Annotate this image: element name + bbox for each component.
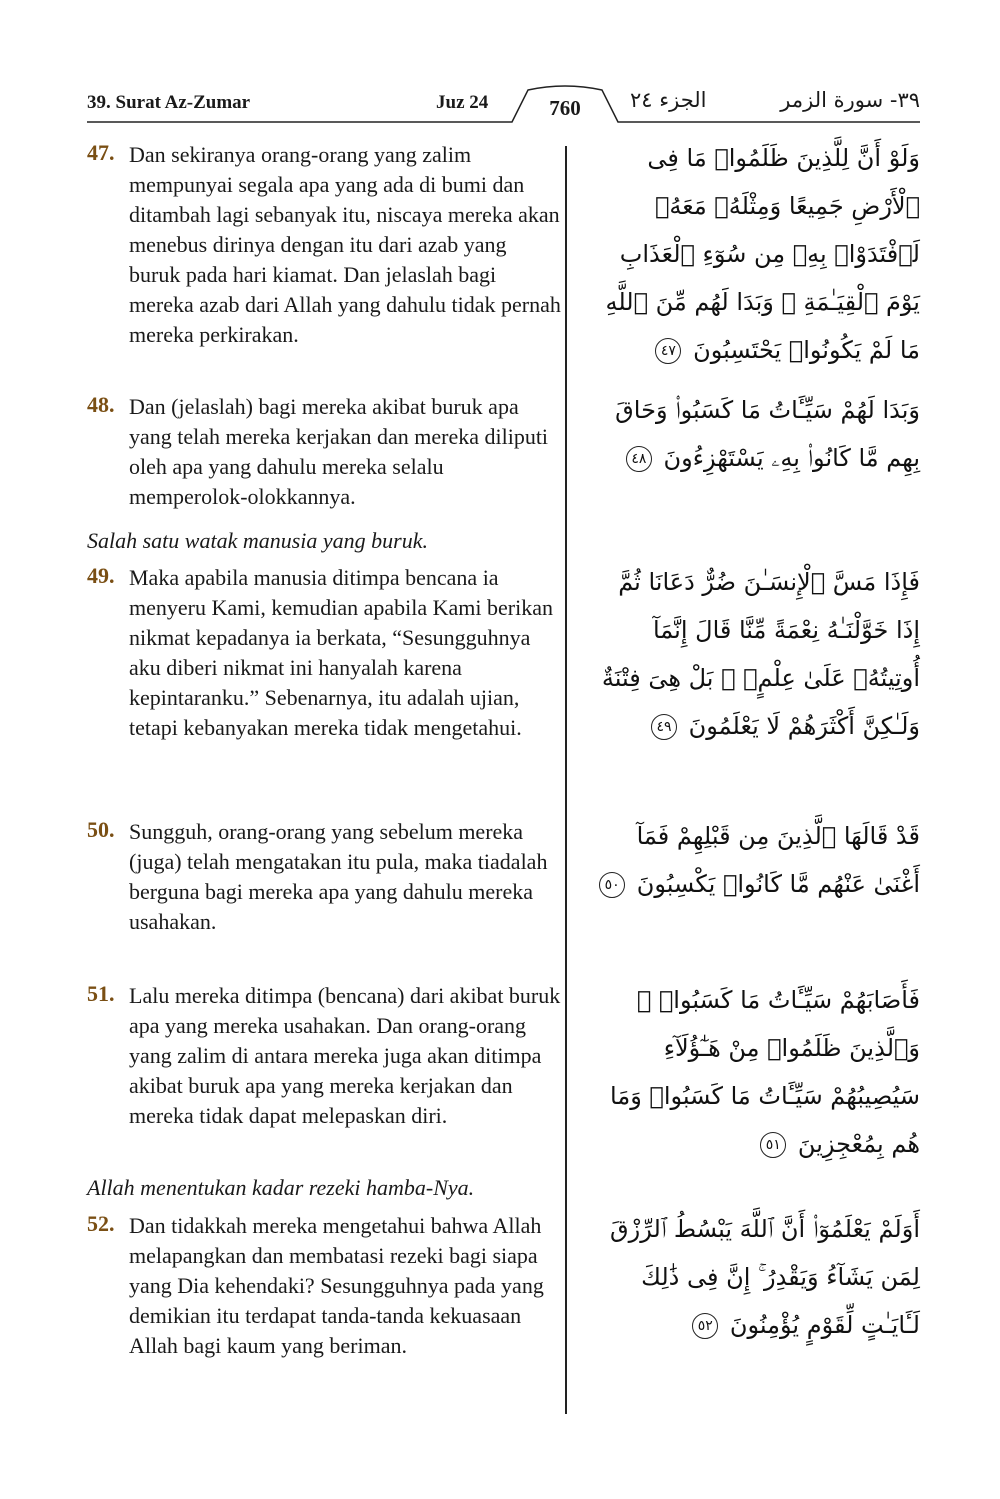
page-number: 760 [549,96,581,120]
ayah-end-marker: ٥١ [760,1132,786,1158]
verse-text: Dan tidakkah mereka mengetahui bahwa Allah melapangkan dan membatasi rezeki bagi siapa yang Dia kehendaki? Sesungguhnya pada yang demikian itu terdapat tanda-tanda kekuasaan Allah bagi kaum yang beriman. [129,1213,544,1358]
page-header [0,0,1000,130]
arabic-text: فَإِذَا مَسَّ ٱلْإِنسَـٰنَ ضُرٌّ دَعَانَا ثُمَّ إِذَا خَوَّلْنَـٰهُ نِعْمَةً مِّنَّا قَالَ إِنَّمَآ أُوتِيتُهُۥ عَلَىٰ عِلْمٍۭ ۚ بَلْ هِىَ فِتْنَةٌ وَلَـٰكِنَّ أَكْثَرَهُمْ لَا يَعْلَمُونَ [601,568,920,740]
section-heading: Allah menentukan kadar rezeki hamba-Nya. [87,1175,475,1200]
juz-label: Juz 24 [436,92,489,113]
arabic-text: أَوَلَمْ يَعْلَمُوٓا۟ أَنَّ ٱللَّهَ يَبْسُطُ ٱلرِّزْقَ لِمَن يَشَآءُ وَيَقْدِرُ ۚ إِنَّ فِى ذَٰلِكَ لَـَٔايَـٰتٍ لِّقَوْمٍ يُؤْمِنُونَ [610,1215,920,1339]
verse-number: 50. [87,817,115,842]
verse-number: 49. [87,563,115,588]
ayah-end-marker: ٥٠ [599,872,625,898]
verse-text: Sungguh, orang-orang yang sebelum mereka (juga) telah mengatakan itu pula, maka tiadalah berguna bagi mereka apa yang dahulu mereka usahakan. [129,819,548,934]
arabic-text: قَدْ قَالَهَا ٱلَّذِينَ مِن قَبْلِهِمْ فَمَآ أَغْنَىٰ عَنْهُم مَّا كَانُوا۟ يَكْسِبُونَ [636,822,920,898]
verse-arabic [590,558,920,750]
verse-translation [87,140,562,350]
verse-translation [87,981,562,1131]
arabic-text: فَأَصَابَهُمْ سَيِّـَٔاتُ مَا كَسَبُوا۟ ۚ وَٱلَّذِينَ ظَلَمُوا۟ مِنْ هَـٰٓؤُلَآءِ سَيُصِيبُهُمْ سَيِّـَٔاتُ مَا كَسَبُوا۟ وَمَا هُم بِمُعْجِزِينَ [610,986,920,1158]
verse-translation [87,1211,562,1361]
verse-text: Lalu mereka ditimpa (bencana) dari akibat buruk apa yang mereka usahakan. Dan orang-orang yang zalim di antara mereka juga akan ditimpa akibat buruk apa yang mereka kerjakan dan mereka tidak dapat melepaskan diri. [129,983,561,1128]
verse-number: 48. [87,392,115,417]
arabic-text: وَلَوْ أَنَّ لِلَّذِينَ ظَلَمُوا۟ مَا فِى ٱلْأَرْضِ جَمِيعًا وَمِثْلَهُۥ مَعَهُۥ لَٱفْتَدَوْا۟ بِهِۦ مِن سُوٓءِ ٱلْعَذَابِ يَوْمَ ٱلْقِيَـٰمَةِ ۚ وَبَدَا لَهُم مِّنَ ٱللَّهِ مَا لَمْ يَكُونُوا۟ يَحْتَسِبُونَ [605,144,920,364]
verse-translation [87,817,562,937]
column-divider [565,146,567,1414]
verse-arabic [590,812,920,908]
arabic-text: وَبَدَا لَهُمْ سَيِّـَٔاتُ مَا كَسَبُوا۟ وَحَاقَ بِهِم مَّا كَانُوا۟ بِهِۦ يَسْتَهْزِءُونَ [615,396,920,472]
ayah-end-marker: ٤٨ [626,446,652,472]
verse-number: 47. [87,140,115,165]
verse-number: 52. [87,1211,115,1236]
juz-label-arabic: الجزء ٢٤ [630,88,707,112]
verse-arabic [590,976,920,1168]
verse-translation [87,563,562,743]
verse-arabic [590,134,920,374]
ayah-end-marker: ٤٩ [651,714,677,740]
surah-title-arabic: ٣٩- سورة الزمر [780,88,920,112]
ayah-end-marker: ٥٢ [692,1313,718,1339]
verse-arabic [590,1205,920,1349]
surah-title: 39. Surat Az-Zumar [87,92,251,113]
verse-text: Dan sekiranya orang-orang yang zalim mempunyai segala apa yang ada di bumi dan ditambah lagi sebanyak itu, niscaya mereka akan menebus dirinya dengan itu dari azab yang buruk pada hari kiamat. Dan jelaslah bagi mereka azab dari Allah yang dahulu tidak pernah mereka perkirakan. [129,142,561,347]
section-heading: Salah satu watak manusia yang buruk. [87,528,428,553]
verse-arabic [590,386,920,482]
verse-text: Maka apabila manusia ditimpa bencana ia menyeru Kami, kemudian apabila Kami berikan nikmat kepadanya ia berkata, “Sesungguhnya aku diberi nikmat ini hanyalah karena kepintaranku.” Sebenarnya, itu adalah ujian, tetapi kebanyakan mereka tidak mengetahui. [129,565,553,740]
ayah-end-marker: ٤٧ [655,338,681,364]
verse-number: 51. [87,981,115,1006]
verse-translation [87,392,562,512]
verse-text: Dan (jelaslah) bagi mereka akibat buruk apa yang telah mereka kerjakan dan mereka diliputi oleh apa yang dahulu mereka selalu memperolok-olokkannya. [129,394,549,509]
